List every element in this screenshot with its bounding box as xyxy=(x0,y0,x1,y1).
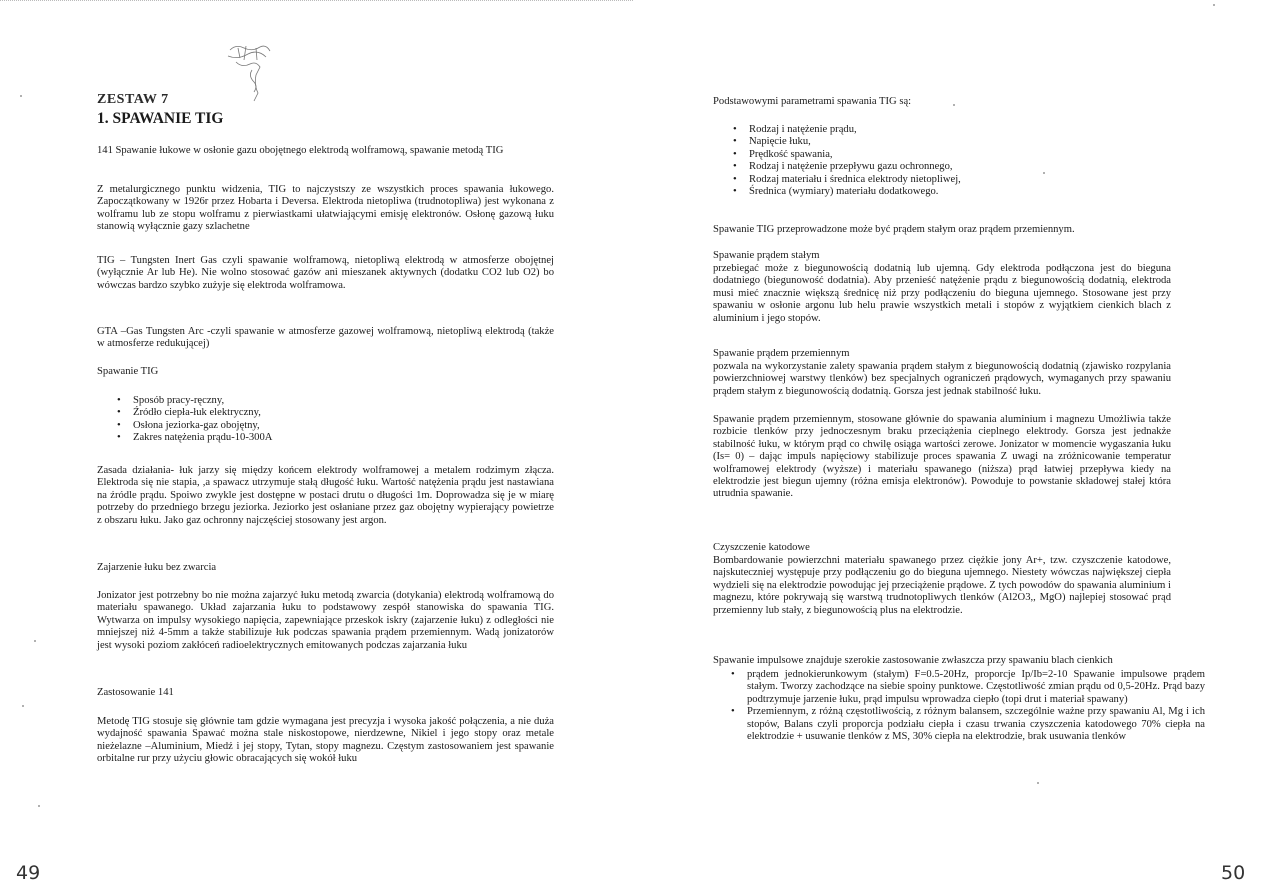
list-item: • Rodzaj materiału i średnica elektrody nietopliwej, xyxy=(749,174,1207,186)
list-item: • Średnica (wymiary) materiału dodatkowego. xyxy=(749,186,1207,198)
list-item: • Osłona jeziorka-gaz obojętny, xyxy=(133,420,590,432)
paragraph-141: 141 Spawanie łukowe w osłonie gazu obojętnego elektrodą wolframową, spawanie metodą TIG xyxy=(97,145,504,156)
right-page xyxy=(633,0,1267,893)
tig-features-list xyxy=(97,395,590,445)
list-item: • Sposób pracy-ręczny, xyxy=(133,395,590,407)
list-item: • Źródło ciepła-łuk elektryczny, xyxy=(133,407,590,419)
left-page xyxy=(0,0,633,893)
set-label: ZESTAW 7 xyxy=(97,92,169,107)
scribble-stamp-icon xyxy=(216,40,276,104)
paragraph-metallurgy: Z metalurgicznego punktu widzenia, TIG to najczystszy ze wszystkich proces spawania łukowego. Zapoczątkowany w 1926r przez Hobarta i Deversa. Elektroda nietopliwa (trudnotopliwa) jest wykonana z wolframu lub ze stopu wolframu z pierwiastkami ułatwiającymi emisję elektronów. Osłonę gazową łuku stanowią wyłącznie gazy szlachetne xyxy=(97,184,554,233)
paragraph-working-principle: Zasada działania- łuk jarzy się między końcem elektrody wolframowej a metalem rodzimym złącza. Elektroda się nie stapia, ,a spawacz utrzymuje stałą długość łuku. Wartość natężenia prądu jest nastawiana na źródle prądu. Spoiwo zwykle jest dostępne w postaci drutu o długości 1m. Doprowadza się je w miarę potrzeby do przedniego brzegu jeziorka. Jeziorko jest osłaniane przez gaz obojętny wypierający powietrze z obszaru łuku. Jako gaz ochronny najczęściej stosowany jest argon. xyxy=(97,465,554,526)
list-item: • Rodzaj i natężenie prądu, xyxy=(749,124,1207,136)
paragraph-tig-definition: TIG – Tungsten Inert Gas czyli spawanie wolframową, nietopliwą elektrodą w atmosferze obojętnej (wyłącznie Ar lub He). Nie wolno stosować gazów ani mieszanek aktywnych (dodatku CO2 lub O2) bo wówczas bardzo szybko zużyje się elektroda wolframowa. xyxy=(97,255,554,291)
paragraph-ac-welding: pozwala na wykorzystanie zalety spawania prądem stałym z biegunowością dodatnią (zjawisko rozpylania powierzchniowej warstwy tlenków) bez specjalnych ograniczeń prądowych, wymaganych przy spawaniu prądem stałym z biegunowością dodatnią. Gorsza jest jednak stabilność łuku. xyxy=(713,361,1171,397)
list-item: • Rodzaj i natężenie przepływu gazu ochronnego, xyxy=(749,161,1207,173)
list-item: • Napięcie łuku, xyxy=(749,136,1207,148)
list-item: • prądem jednokierunkowym (stałym) F=0.5-20Hz, proporcje Ip/Ib=2-10 Spawanie impulsowe prądem stałym. Tworzy zachodzące na siebie spoiny punktowe. Częstotliwość zmian prądu od 0,5-20Hz. Prąd bazy podtrzymuje jarzenie łuku, prąd impulsu wprowadza ciepło (topi drut i materiał spawany) xyxy=(747,669,1205,706)
heading-arc-ignition: Zajarzenie łuku bez zwarcia xyxy=(97,562,217,573)
parameters-list xyxy=(713,124,1207,198)
list-item: • Prędkość spawania, xyxy=(749,149,1207,161)
paragraph-gta-definition: GTA –Gas Tungsten Arc -czyli spawanie w atmosferze gazowej wolframową, nietopliwą elektrodą (także w atmosferze redukującej) xyxy=(97,326,554,350)
scan-edge-line xyxy=(0,0,633,2)
heading-spawanie-tig: Spawanie TIG xyxy=(97,366,159,377)
pulse-welding-list xyxy=(713,669,1205,743)
paragraph-ac-aluminium: Spawanie prądem przemiennym, stosowane głównie do spawania aluminium i magnezu Umożliwia także rozbicie tlenków przy jednoczesnym braku przeciążenia cieplnego elektrody. Gorsza jest jednakże stabilność łuku, w którym prąd co chwilę osiąga wartości zerowe. Jonizator w momencie wygaszania łuku (Is= 0) – dając impuls napięciowy stabilizuje proces spawania Z uwagi na zróżnicowanie temperatur wolframowej elektrody (wyższe) i materiału spawanego (niższa) prąd łatwiej przepływa kiedy na elektrodzie jest biegun ujemny (różna emisja elektronów). Powoduje to powstanie składowej stałej która utrudnia spawanie. xyxy=(713,414,1171,500)
heading-cathode-cleaning: Czyszczenie katodowe xyxy=(713,542,810,553)
paragraph-cathode-cleaning: Bombardowanie powierzchni materiału spawanego przez ciężkie jony Ar+, tzw. czyszczenie katodowe, najskuteczniej występuje przy podłączeniu go do bieguna ujemnego. Niestety wówczas największej ciepła wydzieli się na elektrodzie powodując jej przeciążenie prądowe. Z tych powodów do spawania aluminium i magnezu, które pokrywają się warstwą trudnotopliwych tlenków (Al2O3,, MgO) najlepiej stosować prąd przemienny lub stały, z biegunowością plus na elektrodzie. xyxy=(713,555,1171,616)
list-item: • Przemiennym, z różną częstotliwością, z różnym balansem, szczególnie ważne przy spawaniu Al, Mg i ich stopów, Balans czyli proporcja podziału ciepła i czasu trwania czyszczenia katodowego 70% ciepła na elektrodzie + usuwanie tlenków z MS, 30% ciepła na elektrodzie, brak usuwania tlenków xyxy=(747,706,1205,743)
heading-dc-welding: Spawanie prądem stałym xyxy=(713,250,820,261)
page-number-left: 49 xyxy=(16,862,41,884)
paragraph-application: Metodę TIG stosuje się głównie tam gdzie wymagana jest precyzja i wysoka jakość połączenia, a nie duża wydajność spawania Spawać można stale niskostopowe, nierdzewne, Nikiel i jego stopy oraz metale nieżelazne –Aluminium, Miedź i jej stopy, Tytan, stopy magnezu. Częstym zastosowaniem jest spawanie orbitalne rur przy użyciu głowic obracających się wokół łuku xyxy=(97,716,554,765)
paragraph-parameters-intro: Podstawowymi parametrami spawania TIG są: xyxy=(713,96,912,107)
paragraph-ionizer: Jonizator jest potrzebny bo nie można zajarzyć łuku metodą zwarcia (dotykania) elektrodą wolframową do materiału spawanego. Układ zajarzania łuku to podstawowy zespół stanowiska do spawania TIG. Wytwarza on impulsy wysokiego napięcia, zapewniające przeskok iskry (zajarzenie łuku) z odległości nie mniejszej niż 4-5mm a także stabilizuje łuk podczas spawania prądem przemiennym. Wadą jonizatorów jest wysoki poziom zakłóceń radioelektrycznych emitowanych podczas zajarzania łuku xyxy=(97,590,554,651)
page-title: 1. SPAWANIE TIG xyxy=(97,110,224,127)
page-number-right: 50 xyxy=(1221,862,1246,884)
heading-application: Zastosowanie 141 xyxy=(97,687,174,698)
paragraph-current-types: Spawanie TIG przeprowadzone może być prądem stałym oraz prądem przemiennym. xyxy=(713,224,1075,235)
heading-ac-welding: Spawanie prądem przemiennym xyxy=(713,348,850,359)
paragraph-pulse-welding: Spawanie impulsowe znajduje szerokie zastosowanie zwłaszcza przy spawaniu blach cienkich xyxy=(713,655,1113,666)
list-item: • Zakres natężenia prądu-10-300A xyxy=(133,432,590,444)
paragraph-dc-welding: przebiegać może z biegunowością dodatnią lub ujemną. Gdy elektroda podłączona jest do bieguna dodatniego (biegunowość dodatnia). Aby przenieść natężenie prądu z biegunowością dodatnią, elektroda musi mieć znacznie większą średnicę niż przy podłączeniu do bieguna ujemnego. Stosowane jest przy spawaniu w osłonie argonu lub helu prawie wszystkich metali i stopów z wyjątkiem cienkich blach z aluminium i jego stopów. xyxy=(713,263,1171,324)
